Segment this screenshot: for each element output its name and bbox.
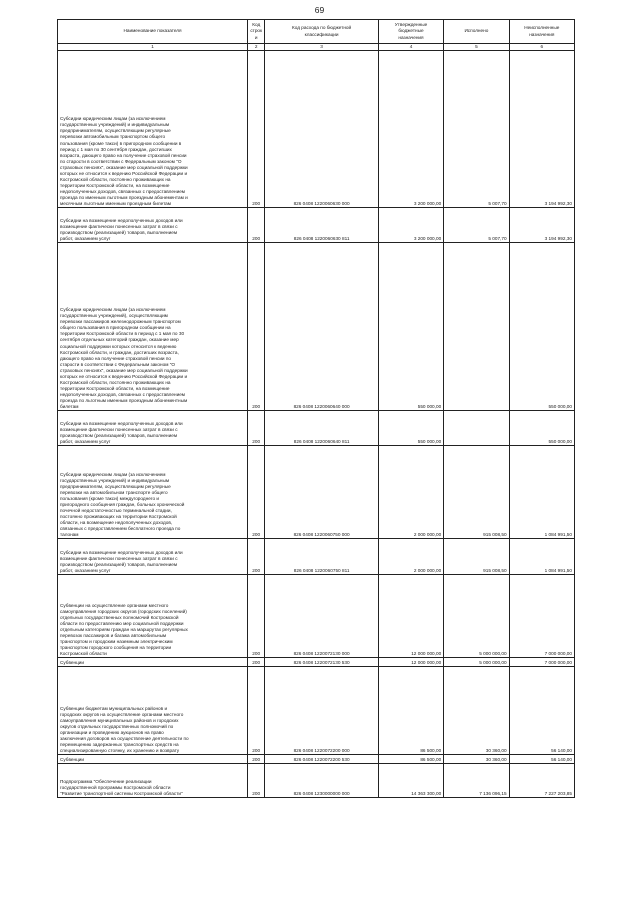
column-number: 5 xyxy=(444,44,509,51)
row-name: Субсидии на возмещение недополученных доходов или возмещение фактически понесенных затрат в связи с производством (реализацией) товаров, выполнением работ, оказанием услуг xyxy=(58,539,248,575)
row-unexecuted: 56 140,00 xyxy=(509,755,574,764)
row-budget-code: 826 0408 1220060630 811 xyxy=(265,208,378,243)
row-budget-code: 826 0408 1220060630 000 xyxy=(265,51,378,208)
row-budget-code: 826 0408 1220072200 000 xyxy=(265,667,378,755)
row-unexecuted: 3 194 992,30 xyxy=(509,51,574,208)
table-row xyxy=(58,755,575,764)
row-executed: 915 008,50 xyxy=(444,539,509,575)
page-number: 69 xyxy=(314,5,325,15)
row-line-code: 200 xyxy=(248,208,265,243)
table-row xyxy=(58,539,575,575)
row-unexecuted: 550 000,00 xyxy=(509,243,574,411)
row-approved: 2 000 000,00 xyxy=(378,539,443,575)
row-approved: 550 000,00 xyxy=(378,243,443,411)
table-row xyxy=(58,208,575,243)
column-number: 1 xyxy=(58,44,248,51)
row-budget-code: 826 0408 1230000000 000 xyxy=(265,764,378,798)
row-line-code: 200 xyxy=(248,51,265,208)
row-unexecuted: 550 000,00 xyxy=(509,411,574,446)
row-executed xyxy=(444,411,509,446)
row-executed: 5 007,70 xyxy=(444,51,509,208)
row-unexecuted: 3 194 992,30 xyxy=(509,208,574,243)
row-name: Субсидии на возмещение недополученных доходов или возмещение фактически понесенных затрат в связи с производством (реализацией) товаров, выполнением работ, оказанием услуг xyxy=(58,208,248,243)
row-name: Субсидии юридическим лицам (за исключением государственных учреждений) и индивидуальным предпринимателям, осуществляющим регулярные перевозки на автомобильном транспорте общего пользования (кроме такси) междугороднего и пригородного сообщения граждан, больных хронической почечной недостаточностью терминальной стадии, постоянно проживающих на территории Костромской области, на возмещение недополученных доходов, связанных с предоставлением бесплатного проезда по талонам xyxy=(58,446,248,539)
table-row xyxy=(58,411,575,446)
row-executed: 30 360,00 xyxy=(444,667,509,755)
row-approved: 2 000 000,00 xyxy=(378,446,443,539)
header-executed: Исполнено xyxy=(444,20,509,44)
row-budget-code: 826 0408 1220060750 000 xyxy=(265,446,378,539)
row-executed: 5 000 000,00 xyxy=(444,575,509,658)
row-approved: 86 500,00 xyxy=(378,667,443,755)
row-name: Субсидии юридическим лицам (за исключением государственных учреждений), осуществляющим перевозки пассажиров железнодорожным транспортом общего пользования в пригородном сообщении на территории Костромской области в период с 1 мая по 30 сентября отдельных категорий граждан, оказание мер социальной поддержки которых относится к ведению Костромской области, и граждан, достигших возраста, дающего право на получение страховой пенсии по старости в соответствии с Федеральным законом "О страховых пенсиях", оказание мер социальной поддержки которых не относится к ведению Российской Федерации и Костромской области, постоянно проживающих на территории Костромской области, на возмещение недополученных доходов, связанных с предоставлением проезда по льготным именным проездным абонементным билетам xyxy=(58,243,248,411)
row-executed: 915 008,50 xyxy=(444,446,509,539)
table-row xyxy=(58,667,575,755)
column-number: 4 xyxy=(378,44,443,51)
column-number: 2 xyxy=(248,44,265,51)
row-unexecuted: 7 000 000,00 xyxy=(509,658,574,667)
row-executed: 30 360,00 xyxy=(444,755,509,764)
budget-report-table xyxy=(57,19,575,798)
row-line-code: 200 xyxy=(248,575,265,658)
row-name: Субвенции на осуществление органами местного самоуправления городских округов (городских поселений) отдельных государственных полномочий Костромской области по предоставлению мер социальной поддержки отдельным категориям граждан на маршрутах регулярных перевозок пассажиров и багажа автомобильным транспортом и городским наземным электрическим транспортом городского сообщения на территории Костромской области xyxy=(58,575,248,658)
row-budget-code: 826 0408 1220072130 000 xyxy=(265,575,378,658)
row-line-code: 200 xyxy=(248,446,265,539)
row-executed: 5 000 000,00 xyxy=(444,658,509,667)
table-row xyxy=(58,575,575,658)
row-unexecuted: 7 227 203,85 xyxy=(509,764,574,798)
row-name: Субсидии на возмещение недополученных доходов или возмещение фактически понесенных затрат в связи с производством (реализацией) товаров, выполнением работ, оказанием услуг xyxy=(58,411,248,446)
row-approved: 550 000,00 xyxy=(378,411,443,446)
row-budget-code: 826 0408 1220060640 811 xyxy=(265,411,378,446)
row-approved: 12 000 000,00 xyxy=(378,658,443,667)
row-budget-code: 826 0408 1220072130 530 xyxy=(265,658,378,667)
row-name: Субвенции xyxy=(58,658,248,667)
row-unexecuted: 1 084 991,50 xyxy=(509,539,574,575)
header-name: Наименование показателя xyxy=(58,20,248,44)
column-number: 6 xyxy=(509,44,574,51)
row-budget-code: 826 0408 1220072200 530 xyxy=(265,755,378,764)
row-unexecuted: 1 084 991,50 xyxy=(509,446,574,539)
row-line-code: 200 xyxy=(248,755,265,764)
table-row xyxy=(58,51,575,208)
header-line-code: Код строк и xyxy=(248,20,265,44)
row-line-code: 200 xyxy=(248,667,265,755)
table-row xyxy=(58,658,575,667)
table-row xyxy=(58,446,575,539)
table-header xyxy=(58,20,575,51)
header-unexecuted: Неисполненные назначения xyxy=(509,20,574,44)
row-line-code: 200 xyxy=(248,411,265,446)
row-executed xyxy=(444,243,509,411)
row-approved: 3 200 000,00 xyxy=(378,208,443,243)
row-approved: 12 000 000,00 xyxy=(378,575,443,658)
table-row xyxy=(58,764,575,798)
row-line-code: 200 xyxy=(248,243,265,411)
table-body xyxy=(58,51,575,798)
row-line-code: 200 xyxy=(248,658,265,667)
column-number-row xyxy=(58,44,575,51)
row-executed: 5 007,70 xyxy=(444,208,509,243)
row-name: Подпрограмма "Обеспечение реализации государственной программы Костромской области "Развитие транспортной системы Костромской области" xyxy=(58,764,248,798)
row-budget-code: 826 0408 1220060640 000 xyxy=(265,243,378,411)
row-unexecuted: 56 140,00 xyxy=(509,667,574,755)
table-row xyxy=(58,243,575,411)
row-approved: 3 200 000,00 xyxy=(378,51,443,208)
row-name: Субвенции бюджетам муниципальных районов и городских округов на осуществление органами местного самоуправления муниципальных районов и городских округов отдельных государственных полномочий по организации и проведению аукционов на право заключения договоров на осуществление деятельности по перемещению задержанных транспортных средств на специализированную стоянку, их хранению и возврату xyxy=(58,667,248,755)
row-approved: 14 363 300,00 xyxy=(378,764,443,798)
row-unexecuted: 7 000 000,00 xyxy=(509,575,574,658)
row-executed: 7 136 096,15 xyxy=(444,764,509,798)
header-approved: Утвержденные бюджетные назначения xyxy=(378,20,443,44)
row-approved: 86 500,00 xyxy=(378,755,443,764)
row-line-code: 200 xyxy=(248,539,265,575)
row-line-code: 200 xyxy=(248,764,265,798)
row-budget-code: 826 0408 1220060750 811 xyxy=(265,539,378,575)
header-budget-code: Код расхода по бюджетной классификации xyxy=(265,20,378,44)
row-name: Субвенции xyxy=(58,755,248,764)
row-name: Субсидии юридическим лицам (за исключением государственных учреждений) и индивидуальным предпринимателям, осуществляющим регулярные перевозки автомобильным транспортом общего пользования (кроме такси) в пригородном сообщении в период с 1 мая по 30 сентября граждан, достигших возраста, дающего право на получение страховой пенсии по старости в соответствии с Федеральным законом "О страховых пенсиях", оказание мер социальной поддержки которых не относится к ведению Российской Федерации и Костромской области, постоянно проживающих на территории Костромской области, на возмещение недополученных доходов, связанных с предоставлением проезда по именным льготным проездным абонементам и месячным льготным именным проездным билетам xyxy=(58,51,248,208)
column-number: 3 xyxy=(265,44,378,51)
